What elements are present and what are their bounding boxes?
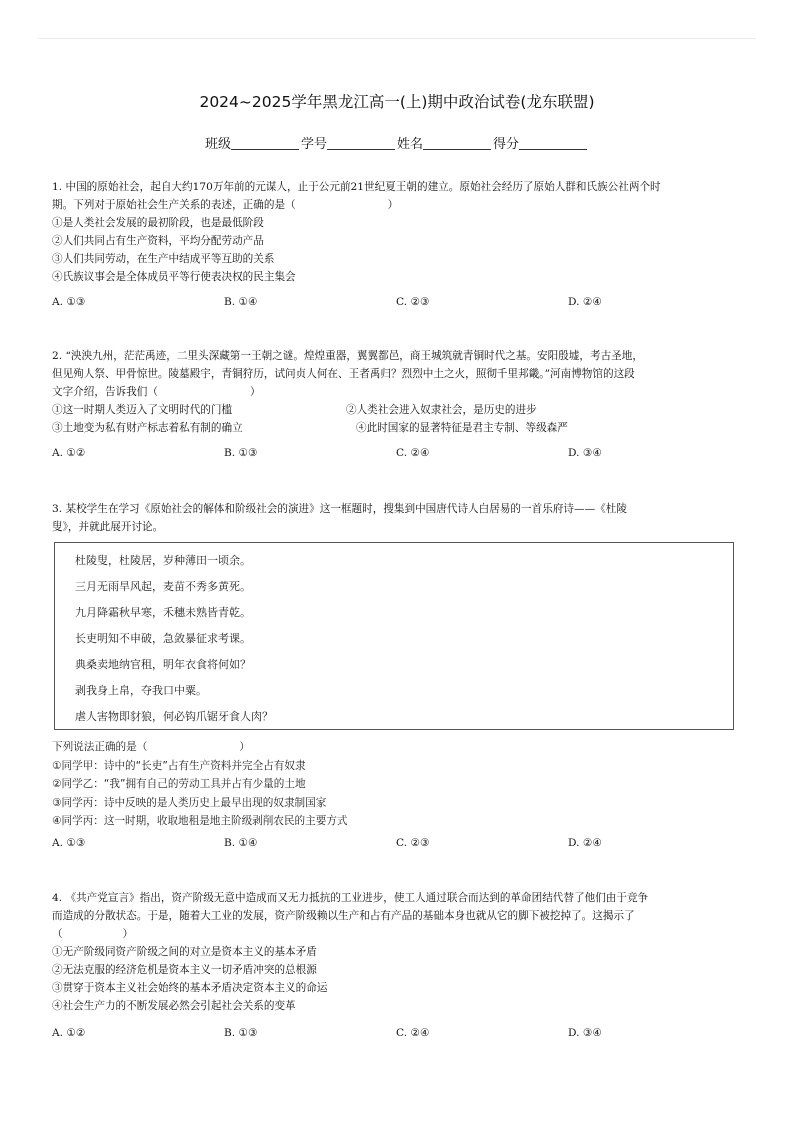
question-1-stem-line-2: 期。下列对于原始社会生产关系的表述，正确的是（ ） [52, 199, 399, 211]
poem-line: 三月无雨旱风起，麦苗不秀多黄死。 [75, 580, 251, 593]
poem-line: 剥我身上帛，夺我口中粟。 [75, 684, 207, 697]
option-statement: ②人类社会进入奴隶社会，是历史的进步 [346, 404, 537, 416]
option-statement: ②无法克服的经济危机是资本主义一切矛盾冲突的总根源 [52, 964, 317, 976]
student-id-label: 学号 [300, 137, 327, 152]
option-statement: ①是人类社会发展的最初阶段，也是最低阶段 [52, 217, 264, 229]
poem-line: 虐人害物即豺狼，何必钩爪锯牙食人肉？ [75, 710, 273, 723]
question-2-stem-line-2: 但见殉人祭、甲骨惊世。陵墓殿宇，青铜狩历，试问贞人何在、王者禹归？烈烈中土之火，照彻千里邦畿。”河南博物馆的这段 [52, 368, 635, 380]
class-field[interactable] [205, 133, 301, 152]
option-statement: ②同学乙：“我”拥有自己的劳动工具并占有少量的土地 [52, 778, 306, 790]
exam-title: 2024~2025学年黑龙江高一(上)期中政治试卷(龙东联盟) [199, 93, 595, 111]
choice-c[interactable]: C. ②④ [396, 1027, 430, 1039]
question-3-stem-line-1: 3. 某校学生在学习《原始社会的解体和阶级社会的演进》这一框题时，搜集到中国唐代诗人白居易的一首乐府诗——《杜陵 [52, 503, 627, 515]
question-1-choices [52, 296, 742, 312]
option-statement: ④氏族议事会是全体成员平等行使表决权的民主集会 [52, 271, 296, 283]
question-1 [52, 178, 742, 286]
question-2 [52, 347, 742, 437]
name-field[interactable] [397, 133, 493, 152]
choice-d[interactable]: D. ②④ [568, 837, 602, 849]
poem-box [54, 542, 734, 730]
choice-b[interactable]: B. ①③ [224, 1027, 258, 1039]
student-id-field[interactable] [301, 133, 397, 152]
option-statement: ①这一时期人类迈入了文明时代的门槛 [52, 404, 233, 416]
choice-d[interactable]: D. ③④ [568, 447, 602, 459]
choice-a[interactable]: A. ①② [52, 447, 86, 459]
option-statement: ④此时国家的显著特征是君主专制、等级森严 [356, 422, 568, 434]
name-blank[interactable] [423, 135, 491, 150]
poem-line: 九月降霜秋早寒，禾穗未熟皆青乾。 [75, 606, 251, 619]
question-4-stem-line-2: 而造成的分散状态。于是，随着大工业的发展，资产阶级赖以生产和占有产品的基础本身也就从它的脚下被挖掉了。这揭示了 [52, 910, 635, 922]
option-statement: ②人们共同占有生产资料，平均分配劳动产品 [52, 235, 264, 247]
option-statement: ①同学甲：诗中的“长吏”占有生产资料并完全占有奴隶 [52, 759, 306, 772]
option-statement: ③人们共同劳动，在生产中结成平等互助的关系 [52, 253, 275, 265]
score-label: 得分 [493, 137, 520, 152]
choice-d[interactable]: D. ③④ [568, 1027, 602, 1039]
header-divider [38, 38, 756, 39]
student-info-row [0, 133, 794, 152]
choice-d[interactable]: D. ②④ [568, 296, 602, 308]
choice-b[interactable]: B. ①④ [224, 296, 258, 308]
question-3 [52, 500, 742, 536]
question-4-choices [52, 1027, 742, 1043]
name-label: 姓名 [397, 137, 424, 152]
question-4-stem-line-1: 4. 《共产党宣言》指出，资产阶级无意中造成而又无力抵抗的工业进步，使工人通过联合而达到的革命团结代替了他们由于竞争 [52, 892, 649, 904]
score-blank[interactable] [519, 135, 587, 150]
question-4-stem-line-3: （ ） [52, 928, 134, 940]
choice-b[interactable]: B. ①③ [224, 447, 258, 459]
option-statement: ①无产阶级同资产阶级之间的对立是资本主义的基本矛盾 [52, 946, 317, 958]
question-2-stem-line-3: 文字介绍，告诉我们（ ） [52, 386, 261, 398]
choice-c[interactable]: C. ②③ [396, 837, 430, 849]
poem-line: 长吏明知不申破，急敛暴征求考课。 [75, 632, 251, 645]
option-statement: ③土地变为私有财产标志着私有制的确立 [52, 422, 243, 434]
option-statement: ③贯穿于资本主义社会始终的基本矛盾决定资本主义的命运 [52, 982, 328, 994]
question-1-stem-line-1: 1. 中国的原始社会，起自大约170万年前的元谋人，止于公元前21世纪夏王朝的建立。原始社会经历了原始人群和氏族公社两个时 [52, 181, 661, 193]
question-3-choices [52, 837, 742, 853]
student-id-blank[interactable] [327, 135, 395, 150]
question-3-stem-line-2: 叟》，并就此展开讨论。 [52, 521, 164, 533]
option-statement: ④社会生产力的不断发展必然会引起社会关系的变革 [52, 1000, 296, 1012]
class-label: 班级 [204, 137, 231, 152]
choice-a[interactable]: A. ①③ [52, 837, 86, 849]
score-field[interactable] [493, 133, 589, 152]
choice-a[interactable]: A. ①② [52, 1027, 86, 1039]
question-3-prompt: 下列说法正确的是（ ） [52, 741, 250, 753]
question-4 [52, 889, 742, 1015]
choice-b[interactable]: B. ①④ [224, 837, 258, 849]
option-row [52, 419, 742, 437]
option-row [52, 401, 742, 419]
question-2-choices [52, 447, 742, 463]
choice-c[interactable]: C. ②④ [396, 447, 430, 459]
class-blank[interactable] [231, 135, 299, 150]
poem-line: 杜陵叟，杜陵居，岁种薄田一顷余。 [75, 554, 251, 567]
question-2-stem-line-1: 2. “泱泱九州，茫茫禹迹，二里头深藏第一王朝之谜。煌煌重器，翼翼都邑，商王城筑就青铜时代之基。安阳殷墟，考古圣地， [52, 350, 643, 362]
poem-line: 典桑卖地纳官租，明年衣食将何如？ [75, 658, 251, 671]
question-3-options [52, 738, 742, 831]
choice-a[interactable]: A. ①③ [52, 296, 86, 308]
option-statement: ④同学丙：这一时期，收取地租是地主阶级剥削农民的主要方式 [52, 815, 348, 827]
option-statement: ③同学丙：诗中反映的是人类历史上最早出现的奴隶制国家 [52, 796, 327, 809]
choice-c[interactable]: C. ②③ [396, 296, 430, 308]
